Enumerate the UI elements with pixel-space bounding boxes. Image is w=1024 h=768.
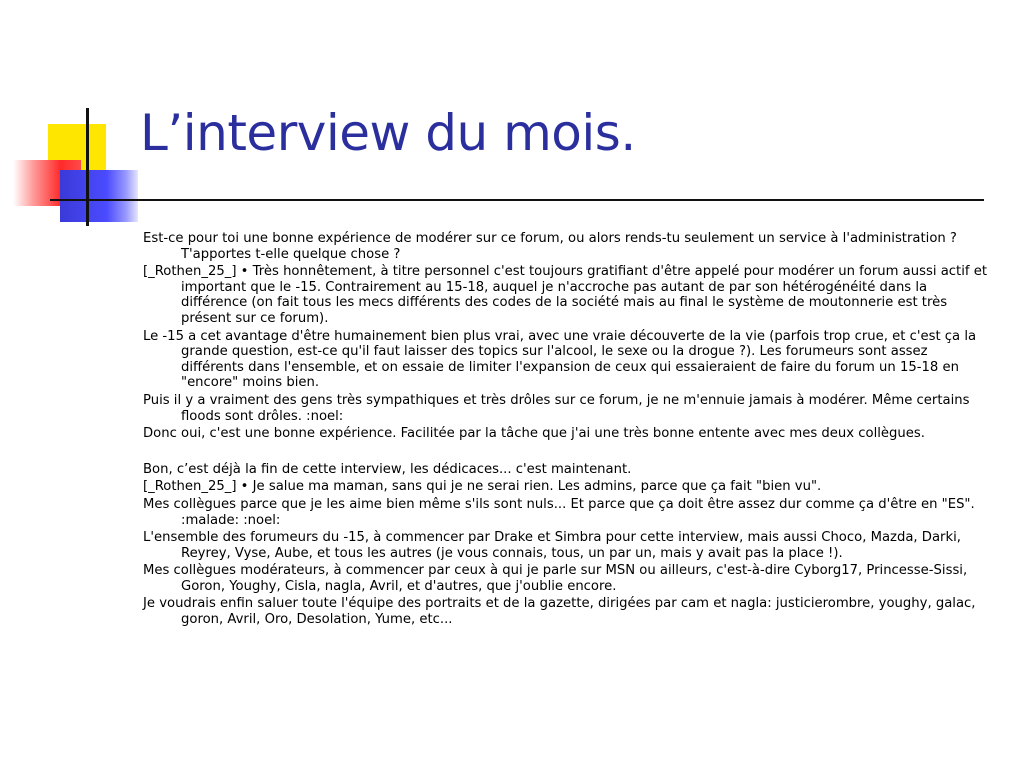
slide-title: L’interview du mois. xyxy=(140,104,636,162)
title-underline xyxy=(92,199,984,201)
body-paragraph: Mes collègues modérateurs, à commencer par ceux à qui je parle sur MSN ou ailleurs, c'est-à-dire Cyborg17, Princesse-Sissi, Goron, Youghy, Cisla, nagla, Avril, et d'autres, que j'oublie encore. xyxy=(143,563,968,594)
logo-horizontal-rule xyxy=(50,199,142,201)
body-paragraph: [_Rothen_25_] • Très honnêtement, à titre personnel c'est toujours gratifiant d'être appelé pour modérer un forum aussi actif et important que le -15. Contrairement au 15-18, auquel je n'accroche pas autant de par son hétérogénéité dans la différence (on fait tous les mecs différents des codes de la société mais au final le système de moutonnerie est très présent sur ce forum). xyxy=(143,264,987,326)
slide-logo-decoration xyxy=(0,0,140,230)
vertical-rule xyxy=(86,108,89,226)
body-paragraph: Je voudrais enfin saluer toute l'équipe des portraits et de la gazette, dirigées par cam et nagla: justicierombre, youghy, galac, goron, Avril, Oro, Desolation, Yume, etc... xyxy=(143,596,976,628)
body-paragraph: Donc oui, c'est une bonne expérience. Facilitée par la tâche que j'ai une très bonne entente avec mes deux collègues. xyxy=(143,426,925,442)
blue-square-decoration xyxy=(60,170,138,222)
body-paragraph: L'ensemble des forumeurs du -15, à commencer par Drake et Simbra pour cette interview, mais aussi Choco, Mazda, Darki, Reyrey, Vyse, Aube, et tous les autres (je vous connais, tous, un par un, mais y avait pas la place !). xyxy=(143,530,961,561)
body-paragraph: Mes collègues parce que je les aime bien même s'ils sont nuls... Et parce que ça doit être assez dur comme ça d'être en "ES". :malade: :noel: xyxy=(143,496,975,528)
body-paragraph: Le -15 a cet avantage d'être humainement bien plus vrai, avec une vraie découverte de la vie (parfois trop crue, et c'est ça la grande question, est-ce qu'il faut laisser des topics sur l'alcool, le sexe ou la drogue ?). Les forumeurs sont assez différents dans l'ensemble, et on essaie de limiter l'expansion de ceux qui essaieraient de faire du forum un 15-18 en "encore" moins bien. xyxy=(143,328,977,391)
slide-body xyxy=(143,231,993,630)
body-paragraph: Bon, c’est déjà la fin de cette interview, les dédicaces... c'est maintenant. xyxy=(143,461,632,477)
body-paragraph: [_Rothen_25_] • Je salue ma maman, sans qui je ne serai rien. Les admins, parce que ça fait "bien vu". xyxy=(143,479,822,495)
body-paragraph: Est-ce pour toi une bonne expérience de modérer sur ce forum, ou alors rends-tu seulement un service à l'administration ? T'apportes t-elle quelque chose ? xyxy=(143,231,957,262)
body-paragraph: Puis il y a vraiment des gens très sympathiques et très drôles sur ce forum, je ne m'ennuie jamais à modérer. Même certains floods sont drôles. :noel: xyxy=(143,392,970,424)
paragraph-spacer xyxy=(143,444,993,462)
